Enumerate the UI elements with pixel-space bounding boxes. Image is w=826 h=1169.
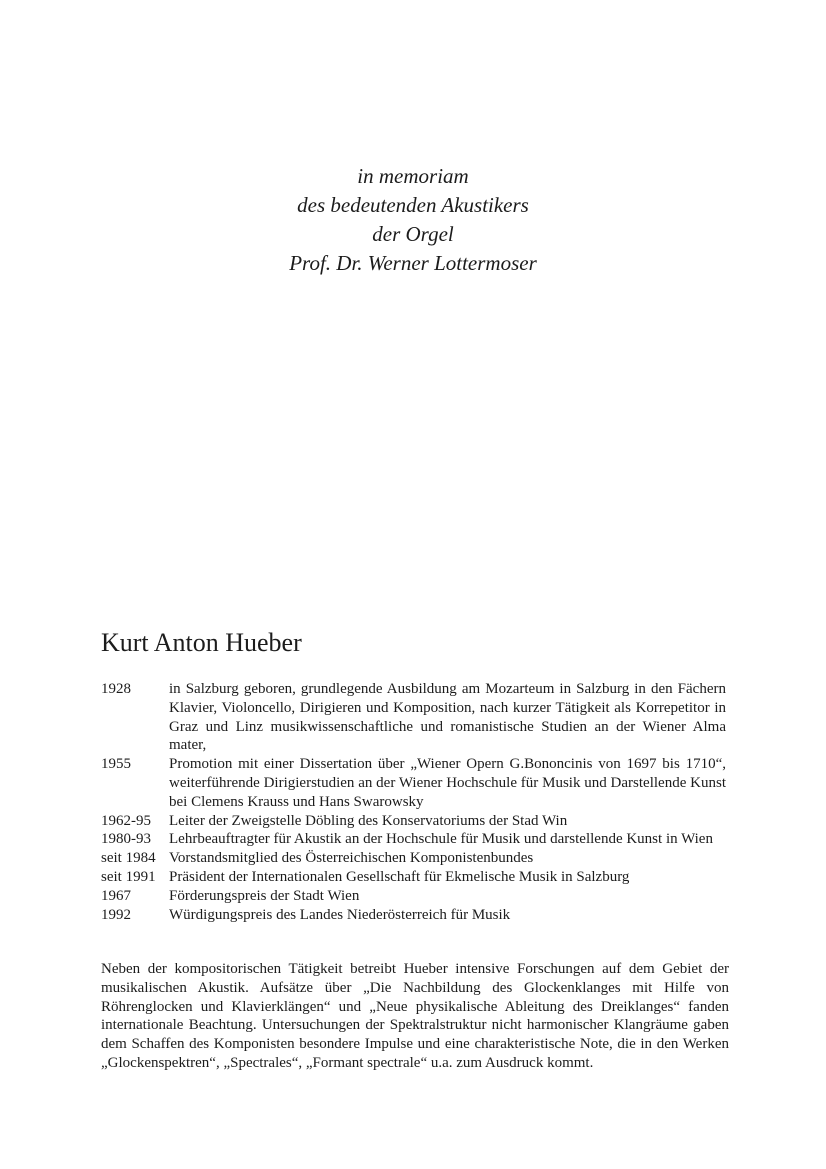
dedication-line: Prof. Dr. Werner Lottermoser (289, 251, 537, 275)
biography-text: Förderungspreis der Stadt Wien (169, 887, 360, 904)
biography-entry (101, 680, 726, 755)
biography-text: Würdigungspreis des Landes Niederösterreich für Musik (169, 906, 511, 923)
biography-text: Lehrbeauftragter für Akustik an der Hochschule für Musik und darstellende Kunst in Wien (169, 831, 713, 848)
biography-entry (101, 812, 726, 831)
biography-year: 1980-93 (101, 831, 151, 848)
biography-entry (101, 906, 726, 925)
biography-year: 1962-95 (101, 812, 151, 829)
biography-entry (101, 755, 726, 811)
biography-text: in Salzburg geboren, grundlegende Ausbildung am Mozarteum in Salzburg in den Fächern Klavier, Violoncello, Dirigieren und Komposition, nach kurzer Tätigkeit als Korrepetitor in Graz und Linz musikwissenschaftliche und romanistische Studien an der Wiener Alma mater, (169, 681, 726, 754)
dedication-line: in memoriam (357, 164, 469, 188)
biography-year: 1992 (101, 906, 131, 923)
biography-year: seit 1984 (101, 850, 156, 867)
biography-text: Präsident der Internationalen Gesellschaft für Ekmelische Musik in Salzburg (169, 868, 630, 885)
summary-paragraph: Neben der kompositorischen Tätigkeit betreibt Hueber intensive Forschungen auf dem Gebiet der musikalischen Akustik. Aufsätze über „Die Nachbildung des Glockenklanges mit Hilfe von Röhrenglocken und Klavierklängen“ und „Neue physikalische Ableitung des Dreiklanges“ fanden internationale Beachtung. Untersuchungen der Spektralstruktur nicht harmonischer Klangräume gaben dem Schaffen des Komponisten besondere Impulse und eine charakteristische Note, die in den Werken „Glockenspektren“, „Spectrales“, „Formant spectrale“ u.a. zum Ausdruck kommt. (101, 961, 729, 1071)
biography-entry (101, 849, 726, 868)
biography-text: Vorstandsmitglied des Österreichischen Komponistenbundes (169, 850, 534, 867)
dedication-line: der Orgel (372, 222, 454, 246)
dedication (0, 162, 826, 278)
biography-year: 1955 (101, 756, 131, 773)
biography-year: 1967 (101, 887, 131, 904)
biography-text: Leiter der Zweigstelle Döbling des Konservatoriums der Stad Win (169, 812, 568, 829)
biography-entry (101, 887, 726, 906)
dedication-line: des bedeutenden Akustikers (297, 193, 529, 217)
biography-year: 1928 (101, 681, 131, 697)
biography-entry (101, 830, 726, 849)
author-name: Kurt Anton Hueber (101, 628, 302, 657)
biography-year: seit 1991 (101, 868, 156, 885)
biography-text: Promotion mit einer Dissertation über „Wiener Opern G.Bononcinis von 1697 bis 1710“, weiterführende Dirigierstudien an der Wiener Hochschule für Musik und Darstellende Kunst bei Clemens Krauss und Hans Swarowsky (169, 756, 726, 810)
biography-list (101, 680, 726, 924)
biography-entry (101, 868, 726, 887)
